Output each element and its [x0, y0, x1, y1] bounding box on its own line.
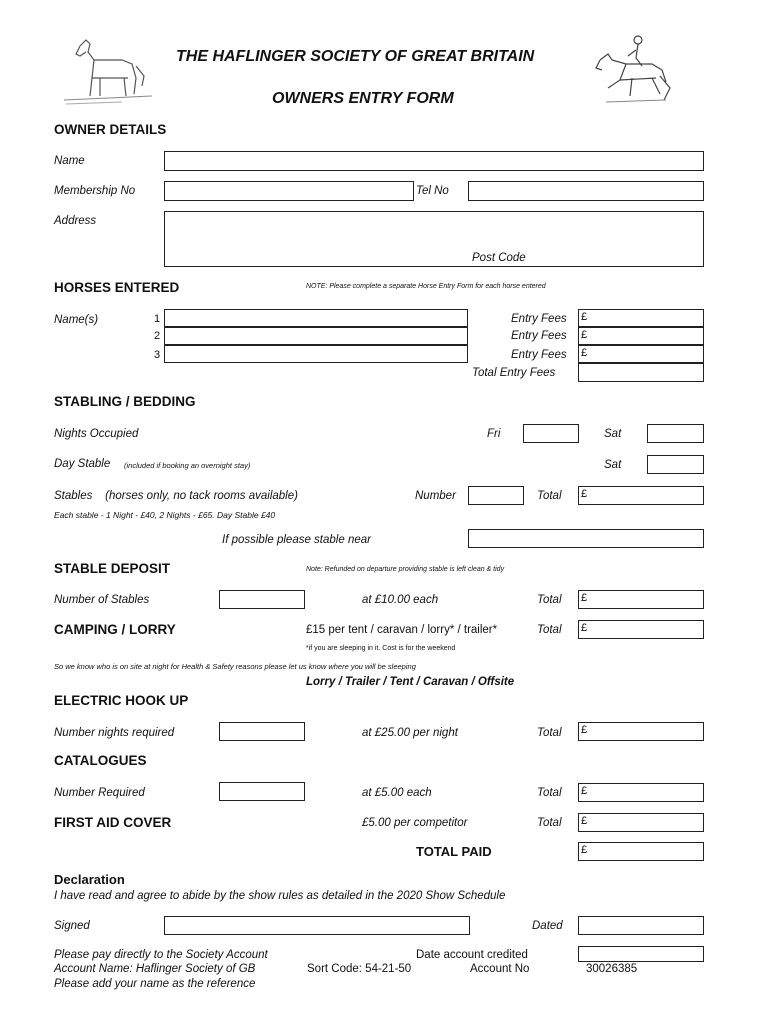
first-aid-total-field[interactable]: £ [578, 813, 704, 832]
stabling-heading: STABLING / BEDDING [54, 394, 196, 409]
owner-name-field[interactable] [164, 151, 704, 171]
first-aid-rate: £5.00 per competitor [362, 817, 468, 829]
horse-name-field-1[interactable] [164, 309, 468, 327]
day-stable-label: Day Stable [54, 458, 111, 470]
camping-total-field[interactable]: £ [578, 620, 704, 639]
horse-row-number: 1 [154, 313, 161, 325]
stables-number-label: Number [415, 490, 456, 502]
horse-rider-illustration-right [586, 30, 678, 106]
entry-fees-label: Entry Fees [511, 330, 567, 342]
catalogues-rate: at £5.00 each [362, 787, 432, 799]
deposit-number-field[interactable] [219, 590, 305, 609]
entry-fee-field-3[interactable]: £ [578, 345, 704, 363]
horses-note: NOTE: Please complete a separate Horse Entry Form for each horse entered [306, 283, 546, 290]
date-credited-label: Date account credited [416, 949, 528, 961]
stables-label: Stables (horses only, no tack rooms available) [54, 490, 298, 502]
sat-night-field[interactable] [647, 424, 704, 443]
horse-row-number: 3 [154, 349, 161, 361]
account-no-label: Account No [470, 963, 530, 975]
membership-label: Membership No [54, 185, 136, 197]
horse-name-field-3[interactable] [164, 345, 468, 363]
camping-heading: CAMPING / LORRY [54, 622, 176, 637]
signed-label: Signed [54, 920, 90, 932]
stables-total-field[interactable]: £ [578, 486, 704, 505]
tel-no-field[interactable] [468, 181, 704, 201]
total-paid-label: TOTAL PAID [416, 844, 492, 859]
catalogues-total-field[interactable]: £ [578, 783, 704, 802]
stable-deposit-heading: STABLE DEPOSIT [54, 561, 171, 576]
stables-number-field[interactable] [468, 486, 524, 505]
stable-near-field[interactable] [468, 529, 704, 548]
horse-illustration-left [62, 34, 154, 106]
stables-total-label: Total [537, 490, 562, 502]
address-label: Address [54, 215, 97, 227]
catalogues-number-field[interactable] [219, 782, 305, 801]
first-aid-heading: FIRST AID COVER [54, 815, 172, 830]
account-name: Account Name: Haflinger Society of GB [54, 963, 256, 975]
tel-label: Tel No [416, 185, 449, 197]
fri-label: Fri [487, 428, 501, 440]
catalogues-total-label: Total [537, 787, 562, 799]
sort-code: Sort Code: 54-21-50 [307, 963, 412, 975]
sat-label: Sat [604, 428, 622, 440]
deposit-total-label: Total [537, 594, 562, 606]
electric-nights-field[interactable] [219, 722, 305, 741]
camping-footnote: *if you are sleeping in it. Cost is for the weekend [306, 645, 456, 652]
payment-reference-note: Please add your name as the reference [54, 978, 256, 990]
date-field[interactable] [578, 916, 704, 935]
electric-heading: ELECTRIC HOOK UP [54, 693, 189, 708]
name-label: Name [54, 155, 85, 167]
fri-night-field[interactable] [523, 424, 579, 443]
declaration-text: I have read and agree to abide by the show rules as detailed in the 2020 Show Schedule [54, 890, 506, 902]
postcode-label: Post Code [472, 252, 526, 264]
payment-instruction: Please pay directly to the Society Account [54, 949, 268, 961]
camping-total-label: Total [537, 624, 562, 636]
horse-name-field-2[interactable] [164, 327, 468, 345]
day-stable-sat-field[interactable] [647, 455, 704, 474]
horses-entered-heading: HORSES ENTERED [54, 280, 180, 295]
deposit-rate: at £10.00 each [362, 594, 439, 606]
address-field[interactable] [164, 211, 704, 267]
horse-names-label: Name(s) [54, 314, 99, 326]
camping-rate: £15 per tent / caravan / lorry* / trailer* [306, 624, 498, 636]
entry-fee-field-1[interactable]: £ [578, 309, 704, 327]
entry-fee-field-2[interactable]: £ [578, 327, 704, 345]
sleeping-options: Lorry / Trailer / Tent / Caravan / Offsite [306, 676, 515, 688]
horse-row-number: 2 [154, 330, 161, 342]
stable-near-label: If possible please stable near [222, 534, 371, 546]
entry-fees-label: Entry Fees [511, 349, 567, 361]
deposit-number-label: Number of Stables [54, 594, 150, 606]
total-paid-field[interactable]: £ [578, 842, 704, 861]
deposit-note: Note: Refunded on departure providing stable is left clean & tidy [306, 566, 505, 573]
form-title: THE HAFLINGER SOCIETY OF GREAT BRITAIN [176, 48, 535, 65]
day-sat-label: Sat [604, 459, 622, 471]
deposit-total-field[interactable]: £ [578, 590, 704, 609]
account-no-value: 30026385 [586, 963, 638, 975]
total-entry-fees-field[interactable] [578, 363, 704, 382]
declaration-heading: Declaration [54, 872, 125, 887]
catalogues-number-label: Number Required [54, 787, 145, 799]
nights-occupied-label: Nights Occupied [54, 428, 139, 440]
total-entry-fees-label: Total Entry Fees [472, 367, 556, 379]
electric-total-label: Total [537, 727, 562, 739]
dated-label: Dated [532, 920, 563, 932]
camping-safety-note: So we know who is on site at night for Health & Safety reasons please let us know where you will be sleeping [54, 662, 416, 671]
signature-field[interactable] [164, 916, 470, 935]
form-subtitle: OWNERS ENTRY FORM [272, 90, 454, 107]
electric-total-field[interactable]: £ [578, 722, 704, 741]
first-aid-total-label: Total [537, 817, 562, 829]
entry-fees-label: Entry Fees [511, 313, 567, 325]
membership-no-field[interactable] [164, 181, 414, 201]
owner-details-heading: OWNER DETAILS [54, 122, 167, 137]
electric-nights-label: Number nights required [54, 727, 175, 739]
electric-rate: at £25.00 per night [362, 727, 458, 739]
stable-pricing: Each stable - 1 Night - £40, 2 Nights - £65. Day Stable £40 [54, 510, 276, 520]
catalogues-heading: CATALOGUES [54, 753, 147, 768]
date-credited-field[interactable] [578, 946, 704, 962]
day-stable-note: (included if booking an overnight stay) [124, 461, 251, 470]
